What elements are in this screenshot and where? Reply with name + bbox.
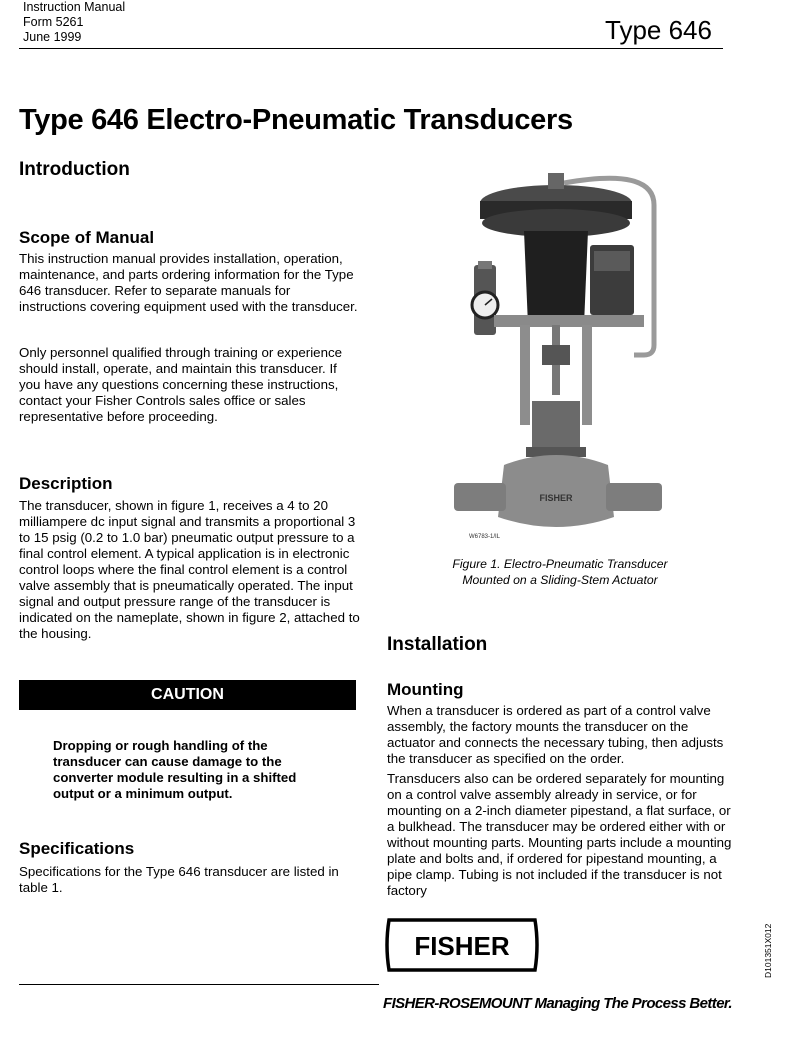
yoke-leg-right <box>582 325 592 425</box>
actuator-yoke <box>524 231 588 325</box>
valve-body <box>498 455 614 527</box>
valve-inlet <box>454 483 506 511</box>
valve-outlet <box>606 483 662 511</box>
figure-caption-line-1: Figure 1. Electro-Pneumatic Transducer <box>452 557 668 571</box>
header-manual-label: Instruction Manual <box>23 0 126 14</box>
actuator-vent <box>548 173 564 189</box>
figure-id: W6783-1/IL <box>469 534 501 540</box>
fisher-logo <box>383 918 541 972</box>
description-paragraph: The transducer, shown in figure 1, receives a 4 to 20 milliampere dc input signal and transmits a proportional 3 to 15 psig (0.2 to 1.0 bar) pneumatic output pressure to a final control element. A typical application is in electronic control loops where the final control element is a control valve assembly that is pneumatically operated. The input signal and output pressure range of the transducer is indicated on the nameplate, shown in figure 2, attached to the housing. <box>19 498 360 641</box>
scope-paragraph-1: This instruction manual provides installation, operation, maintenance, and parts ordering information for the Type 646 transducer. Refer to separate manuals for instructions covering equipment used with the transducer. <box>19 251 358 314</box>
logo-text: FISHER <box>414 931 510 961</box>
header-type-label: Type 646 <box>605 15 712 45</box>
header-rule <box>19 48 723 49</box>
figure-caption <box>424 556 696 588</box>
page-title: Type 646 Electro-Pneumatic Transducers <box>19 104 573 136</box>
description-heading: Description <box>19 474 113 493</box>
regulator-knob <box>478 261 492 269</box>
header-date: June 1999 <box>23 30 82 44</box>
introduction-heading: Introduction <box>19 159 130 180</box>
scope-paragraph-2: Only personnel qualified through training or experience should install, operate, and maintain this transducer. If you have any questions concerning these instructions, contact your Fisher Controls sales office or sales representative before proceeding. <box>19 345 343 424</box>
figure-photo <box>454 165 666 545</box>
specifications-paragraph: Specifications for the Type 646 transducer are listed in table 1. <box>19 864 339 895</box>
installation-heading: Installation <box>387 634 488 655</box>
yoke-leg-left <box>520 325 530 425</box>
document-code: D101351X012 <box>763 923 773 978</box>
brand-tagline: Managing The Process Better. <box>534 995 732 1012</box>
mounting-paragraph-2: Transducers also can be ordered separately for mounting on a control valve assembly already in service, or for mounting on a 2-inch diameter pipestand, a flat surface, or a bulkhead. The transducer may be ordered either with or without mounting parts. Mounting parts include a mounting plate and bolts and, if ordered for pipestand mounting, a pipe clamp. Tubing is not included if the transducer is not factory <box>387 771 732 898</box>
footer-rule <box>19 984 379 985</box>
caution-text: Dropping or rough handling of the transducer can cause damage to the converter module resulting in a shifted output or a minimum output. <box>53 738 297 801</box>
figure-caption-line-2: Mounted on a Sliding-Stem Actuator <box>462 573 658 587</box>
header-form-number: Form 5261 <box>23 15 84 29</box>
specifications-heading: Specifications <box>19 839 135 858</box>
stem-connector <box>542 345 570 365</box>
brand-line <box>383 995 732 1012</box>
transducer-cover <box>594 251 630 271</box>
brand-name: FISHER-ROSEMOUNT <box>383 995 531 1012</box>
valve-body-tag: FISHER <box>539 493 573 503</box>
header-block <box>23 0 125 45</box>
mounting-plate <box>494 315 644 327</box>
valve-bonnet <box>532 401 580 455</box>
mounting-heading: Mounting <box>387 680 464 699</box>
caution-banner: CAUTION <box>19 680 356 710</box>
scope-heading: Scope of Manual <box>19 228 155 247</box>
mounting-paragraph-1: When a transducer is ordered as part of a control valve assembly, the factory mounts the transducer on the actuator and connects the necessary tubing, then adjusts the transducer as specified on the order. <box>387 703 724 766</box>
